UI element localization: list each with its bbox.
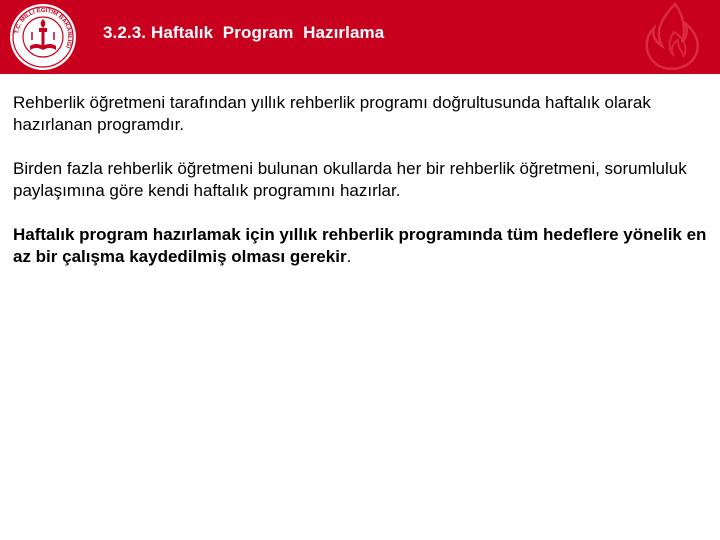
bold-paragraph-period: . (346, 247, 352, 266)
paragraph-1: Rehberlik öğretmeni tarafından yıllık rehberlik programı doğrultusunda haftalık olarak hazırlanan programdır. (13, 93, 651, 134)
bold-paragraph-text: Haftalık program hazırlamak için yıllık rehberlik programında tüm hedeflere yönelik en az bir çalışma kaydedilmiş olması gerekir (13, 225, 707, 266)
svg-text:T.C. MİLLÎ EĞİTİM BAKANLIĞI: T.C. MİLLÎ EĞİTİM BAKANLIĞI (14, 7, 73, 49)
paragraph-3 (13, 224, 713, 268)
header-bar (0, 0, 720, 74)
content-body (13, 92, 713, 290)
flame-icon (630, 2, 710, 72)
paragraph-2: Birden fazla rehberlik öğretmeni bulunan okullarda her bir rehberlik öğretmeni, sorumluluk paylaşımına göre kendi haftalık programını hazırlar. (13, 159, 687, 200)
page-title: 3.2.3. Haftalık Program Hazırlama (103, 23, 385, 42)
ministry-of-education-seal-icon (8, 2, 78, 72)
